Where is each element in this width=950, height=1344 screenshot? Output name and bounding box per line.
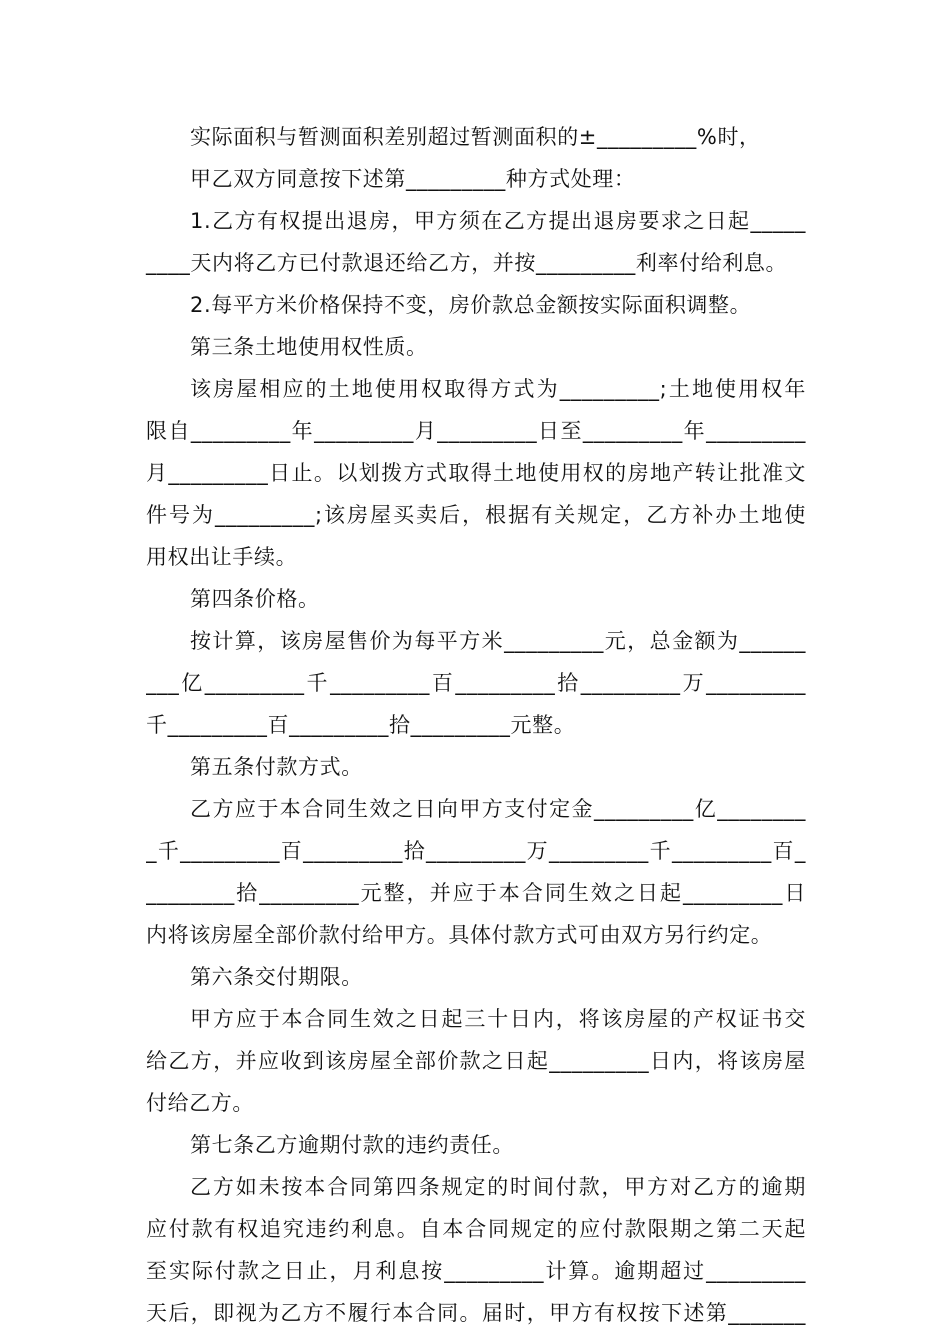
text-line: 限自_________年_________月_________日至_________年_________ (146, 419, 806, 443)
document-body (146, 116, 806, 1334)
text-line: _千_________百_________拾_________万_________千_________百_ (146, 839, 806, 863)
text-line: 至实际付款之日止，月利息按_________计算。逾期超过_________ (146, 1259, 806, 1283)
text-line: 第三条土地使用权性质。 (190, 335, 428, 359)
text-line: 1.乙方有权提出退房，甲方须在乙方提出退房要求之日起_____ (190, 209, 806, 233)
text-line: 按计算，该房屋售价为每平方米_________元，总金额为______ (190, 629, 806, 653)
text-line: 用权出让手续。 (146, 545, 298, 569)
text-line: 月_________日止。以划拨方式取得土地使用权的房地产转让批准文 (146, 461, 806, 485)
text-line: 内将该房屋全部价款付给甲方。具体付款方式可由双方另行约定。 (146, 923, 773, 947)
document-page (146, 116, 806, 1334)
text-line: 该房屋相应的土地使用权取得方式为_________;土地使用权年 (190, 377, 806, 401)
text-line: 第四条价格。 (190, 587, 320, 611)
text-line: 第五条付款方式。 (190, 755, 363, 779)
text-line: 千_________百_________拾_________元整。 (146, 713, 576, 737)
text-line: 甲乙双方同意按下述第_________种方式处理： (190, 167, 636, 191)
text-line: 第七条乙方逾期付款的违约责任。 (190, 1133, 514, 1157)
text-line: 乙方如未按本合同第四条规定的时间付款，甲方对乙方的逾期 (190, 1175, 806, 1199)
text-line: 付给乙方。 (146, 1091, 254, 1115)
text-line: 2.每平方米价格保持不变，房价款总金额按实际面积调整。 (190, 293, 752, 317)
text-line: ____天内将乙方已付款退还给乙方，并按_________利率付给利息。 (146, 251, 788, 275)
text-line: 天后，即视为乙方不履行本合同。届时，甲方有权按下述第_______ (146, 1301, 806, 1325)
text-line: 件号为_________;该房屋买卖后，根据有关规定，乙方补办土地使 (146, 503, 806, 527)
text-line: ___亿_________千_________百_________拾_________万_________ (146, 671, 806, 695)
text-line: 甲方应于本合同生效之日起三十日内，将该房屋的产权证书交 (190, 1007, 806, 1031)
text-line: 实际面积与暂测面积差别超过暂测面积的±_________%时， (190, 125, 761, 149)
text-line: 应付款有权追究违约利息。自本合同规定的应付款限期之第二天起 (146, 1217, 806, 1241)
text-line: 给乙方，并应收到该房屋全部价款之日起_________日内，将该房屋 (146, 1049, 806, 1073)
text-line: 乙方应于本合同生效之日向甲方支付定金_________亿________ (190, 797, 806, 821)
text-line: ________拾_________元整，并应于本合同生效之日起_________日 (146, 881, 806, 905)
text-line: 第六条交付期限。 (190, 965, 363, 989)
